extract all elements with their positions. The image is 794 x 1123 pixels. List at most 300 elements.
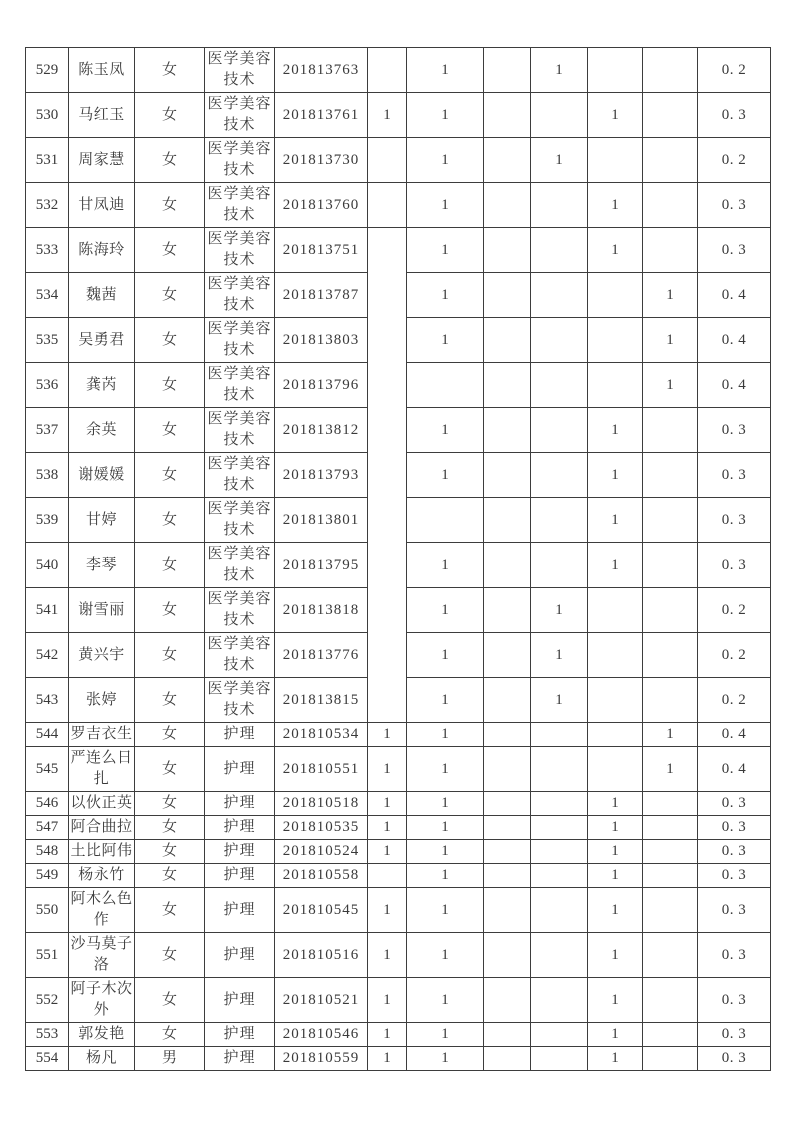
cell-mark-b: 1 bbox=[407, 453, 484, 498]
cell-gender: 女 bbox=[135, 318, 205, 363]
cell-mark-d bbox=[531, 318, 588, 363]
cell-mark-f bbox=[643, 792, 698, 816]
cell-mark-e: 1 bbox=[588, 978, 643, 1023]
cell-student-id: 201813776 bbox=[275, 633, 368, 678]
table-row bbox=[26, 228, 771, 273]
cell-mark-a: 1 bbox=[368, 1047, 407, 1071]
cell-name: 陈海玲 bbox=[69, 228, 135, 273]
cell-mark-c bbox=[484, 588, 531, 633]
cell-mark-a bbox=[368, 48, 407, 93]
table-row bbox=[26, 723, 771, 747]
cell-mark-a: 1 bbox=[368, 747, 407, 792]
cell-mark-e: 1 bbox=[588, 840, 643, 864]
cell-score: 0. 2 bbox=[698, 48, 771, 93]
cell-gender: 女 bbox=[135, 48, 205, 93]
cell-mark-f bbox=[643, 228, 698, 273]
cell-mark-f bbox=[643, 888, 698, 933]
cell-score: 0. 2 bbox=[698, 138, 771, 183]
cell-name: 余英 bbox=[69, 408, 135, 453]
cell-mark-c bbox=[484, 678, 531, 723]
cell-student-id: 201810551 bbox=[275, 747, 368, 792]
cell-mark-d bbox=[531, 888, 588, 933]
cell-mark-f bbox=[643, 93, 698, 138]
cell-mark-f: 1 bbox=[643, 318, 698, 363]
cell-mark-d bbox=[531, 840, 588, 864]
cell-major: 护理 bbox=[205, 723, 275, 747]
cell-major: 护理 bbox=[205, 747, 275, 792]
cell-major: 护理 bbox=[205, 864, 275, 888]
table-row bbox=[26, 816, 771, 840]
cell-score: 0. 4 bbox=[698, 318, 771, 363]
cell-gender: 女 bbox=[135, 543, 205, 588]
cell-seq: 552 bbox=[26, 978, 69, 1023]
cell-major: 护理 bbox=[205, 792, 275, 816]
cell-mark-a: 1 bbox=[368, 978, 407, 1023]
cell-mark-e bbox=[588, 678, 643, 723]
cell-mark-a: 1 bbox=[368, 933, 407, 978]
cell-gender: 女 bbox=[135, 498, 205, 543]
cell-mark-f: 1 bbox=[643, 723, 698, 747]
cell-mark-f bbox=[643, 840, 698, 864]
cell-name: 罗吉衣生 bbox=[69, 723, 135, 747]
cell-score: 0. 3 bbox=[698, 183, 771, 228]
cell-seq: 541 bbox=[26, 588, 69, 633]
cell-mark-a bbox=[368, 228, 407, 723]
cell-gender: 女 bbox=[135, 792, 205, 816]
cell-major: 医学美容技术 bbox=[205, 273, 275, 318]
cell-mark-c bbox=[484, 840, 531, 864]
cell-mark-c bbox=[484, 1047, 531, 1071]
cell-gender: 女 bbox=[135, 678, 205, 723]
cell-mark-b: 1 bbox=[407, 48, 484, 93]
cell-student-id: 201810546 bbox=[275, 1023, 368, 1047]
cell-mark-e bbox=[588, 633, 643, 678]
cell-mark-e: 1 bbox=[588, 183, 643, 228]
cell-mark-c bbox=[484, 228, 531, 273]
cell-seq: 553 bbox=[26, 1023, 69, 1047]
cell-mark-e bbox=[588, 363, 643, 408]
cell-mark-d bbox=[531, 933, 588, 978]
cell-mark-e: 1 bbox=[588, 93, 643, 138]
cell-mark-e: 1 bbox=[588, 1047, 643, 1071]
cell-score: 0. 3 bbox=[698, 498, 771, 543]
cell-student-id: 201813815 bbox=[275, 678, 368, 723]
cell-major: 护理 bbox=[205, 816, 275, 840]
cell-name: 以伙正英 bbox=[69, 792, 135, 816]
cell-major: 医学美容技术 bbox=[205, 363, 275, 408]
cell-mark-b: 1 bbox=[407, 792, 484, 816]
cell-gender: 女 bbox=[135, 363, 205, 408]
cell-mark-e bbox=[588, 747, 643, 792]
cell-name: 黄兴宇 bbox=[69, 633, 135, 678]
cell-mark-b: 1 bbox=[407, 183, 484, 228]
cell-score: 0. 3 bbox=[698, 978, 771, 1023]
table-row bbox=[26, 747, 771, 792]
cell-seq: 537 bbox=[26, 408, 69, 453]
cell-mark-d bbox=[531, 543, 588, 588]
cell-name: 甘婷 bbox=[69, 498, 135, 543]
cell-mark-b bbox=[407, 363, 484, 408]
cell-mark-e: 1 bbox=[588, 888, 643, 933]
cell-mark-d bbox=[531, 1023, 588, 1047]
cell-name: 杨永竹 bbox=[69, 864, 135, 888]
cell-gender: 女 bbox=[135, 864, 205, 888]
cell-name: 阿合曲拉 bbox=[69, 816, 135, 840]
cell-mark-d bbox=[531, 273, 588, 318]
cell-major: 护理 bbox=[205, 840, 275, 864]
cell-mark-e: 1 bbox=[588, 792, 643, 816]
cell-mark-f bbox=[643, 588, 698, 633]
cell-mark-c bbox=[484, 48, 531, 93]
cell-mark-b: 1 bbox=[407, 273, 484, 318]
cell-score: 0. 3 bbox=[698, 816, 771, 840]
cell-name: 周家慧 bbox=[69, 138, 135, 183]
cell-mark-d bbox=[531, 864, 588, 888]
cell-major: 护理 bbox=[205, 933, 275, 978]
cell-gender: 男 bbox=[135, 1047, 205, 1071]
cell-mark-d bbox=[531, 228, 588, 273]
table-row bbox=[26, 840, 771, 864]
cell-student-id: 201813818 bbox=[275, 588, 368, 633]
cell-mark-c bbox=[484, 93, 531, 138]
cell-name: 魏茜 bbox=[69, 273, 135, 318]
cell-student-id: 201813787 bbox=[275, 273, 368, 318]
cell-student-id: 201813795 bbox=[275, 543, 368, 588]
cell-mark-c bbox=[484, 747, 531, 792]
cell-score: 0. 3 bbox=[698, 1023, 771, 1047]
table-row bbox=[26, 183, 771, 228]
cell-score: 0. 4 bbox=[698, 273, 771, 318]
cell-gender: 女 bbox=[135, 93, 205, 138]
cell-score: 0. 3 bbox=[698, 888, 771, 933]
cell-mark-b: 1 bbox=[407, 408, 484, 453]
cell-seq: 543 bbox=[26, 678, 69, 723]
cell-gender: 女 bbox=[135, 1023, 205, 1047]
cell-mark-e: 1 bbox=[588, 498, 643, 543]
cell-mark-a: 1 bbox=[368, 723, 407, 747]
cell-student-id: 201810524 bbox=[275, 840, 368, 864]
cell-mark-a bbox=[368, 183, 407, 228]
cell-mark-e: 1 bbox=[588, 453, 643, 498]
cell-mark-a: 1 bbox=[368, 888, 407, 933]
cell-student-id: 201813761 bbox=[275, 93, 368, 138]
cell-seq: 534 bbox=[26, 273, 69, 318]
cell-major: 医学美容技术 bbox=[205, 498, 275, 543]
cell-mark-f bbox=[643, 633, 698, 678]
cell-mark-d bbox=[531, 723, 588, 747]
cell-student-id: 201810558 bbox=[275, 864, 368, 888]
cell-student-id: 201813793 bbox=[275, 453, 368, 498]
cell-seq: 551 bbox=[26, 933, 69, 978]
cell-mark-e bbox=[588, 723, 643, 747]
cell-mark-e bbox=[588, 273, 643, 318]
table-row bbox=[26, 864, 771, 888]
cell-seq: 530 bbox=[26, 93, 69, 138]
cell-name: 谢媛媛 bbox=[69, 453, 135, 498]
cell-name: 阿木么色作 bbox=[69, 888, 135, 933]
cell-mark-e: 1 bbox=[588, 543, 643, 588]
cell-student-id: 201813730 bbox=[275, 138, 368, 183]
table-row bbox=[26, 138, 771, 183]
cell-mark-a: 1 bbox=[368, 93, 407, 138]
cell-mark-f bbox=[643, 183, 698, 228]
cell-mark-c bbox=[484, 978, 531, 1023]
cell-mark-f bbox=[643, 453, 698, 498]
cell-seq: 542 bbox=[26, 633, 69, 678]
cell-mark-b: 1 bbox=[407, 318, 484, 363]
cell-student-id: 201813796 bbox=[275, 363, 368, 408]
cell-mark-d bbox=[531, 498, 588, 543]
cell-mark-b: 1 bbox=[407, 978, 484, 1023]
cell-student-id: 201813803 bbox=[275, 318, 368, 363]
cell-mark-e: 1 bbox=[588, 1023, 643, 1047]
cell-student-id: 201813763 bbox=[275, 48, 368, 93]
cell-mark-f bbox=[643, 48, 698, 93]
cell-major: 护理 bbox=[205, 1023, 275, 1047]
cell-mark-c bbox=[484, 138, 531, 183]
cell-mark-c bbox=[484, 888, 531, 933]
cell-score: 0. 3 bbox=[698, 408, 771, 453]
cell-mark-c bbox=[484, 792, 531, 816]
cell-mark-c bbox=[484, 1023, 531, 1047]
cell-seq: 545 bbox=[26, 747, 69, 792]
cell-student-id: 201810559 bbox=[275, 1047, 368, 1071]
cell-seq: 549 bbox=[26, 864, 69, 888]
cell-seq: 540 bbox=[26, 543, 69, 588]
cell-mark-d bbox=[531, 1047, 588, 1071]
cell-score: 0. 4 bbox=[698, 723, 771, 747]
cell-gender: 女 bbox=[135, 633, 205, 678]
cell-major: 护理 bbox=[205, 888, 275, 933]
cell-mark-b: 1 bbox=[407, 747, 484, 792]
cell-student-id: 201813751 bbox=[275, 228, 368, 273]
cell-mark-b: 1 bbox=[407, 588, 484, 633]
cell-major: 医学美容技术 bbox=[205, 138, 275, 183]
cell-mark-f bbox=[643, 978, 698, 1023]
cell-mark-b: 1 bbox=[407, 543, 484, 588]
cell-score: 0. 2 bbox=[698, 678, 771, 723]
cell-gender: 女 bbox=[135, 840, 205, 864]
cell-mark-d: 1 bbox=[531, 48, 588, 93]
cell-gender: 女 bbox=[135, 273, 205, 318]
cell-mark-f bbox=[643, 498, 698, 543]
cell-student-id: 201810518 bbox=[275, 792, 368, 816]
cell-name: 严连么日扎 bbox=[69, 747, 135, 792]
cell-name: 沙马莫子洛 bbox=[69, 933, 135, 978]
table-row bbox=[26, 48, 771, 93]
cell-mark-a: 1 bbox=[368, 1023, 407, 1047]
cell-major: 医学美容技术 bbox=[205, 183, 275, 228]
cell-score: 0. 4 bbox=[698, 747, 771, 792]
cell-mark-c bbox=[484, 816, 531, 840]
cell-seq: 554 bbox=[26, 1047, 69, 1071]
cell-student-id: 201810521 bbox=[275, 978, 368, 1023]
cell-gender: 女 bbox=[135, 183, 205, 228]
cell-student-id: 201813801 bbox=[275, 498, 368, 543]
cell-mark-c bbox=[484, 864, 531, 888]
cell-mark-b: 1 bbox=[407, 93, 484, 138]
cell-mark-e bbox=[588, 48, 643, 93]
cell-mark-b: 1 bbox=[407, 840, 484, 864]
cell-gender: 女 bbox=[135, 588, 205, 633]
cell-major: 医学美容技术 bbox=[205, 678, 275, 723]
cell-mark-f: 1 bbox=[643, 273, 698, 318]
cell-mark-f bbox=[643, 138, 698, 183]
cell-name: 阿子木次外 bbox=[69, 978, 135, 1023]
student-roster-table bbox=[25, 47, 771, 1071]
cell-name: 土比阿伟 bbox=[69, 840, 135, 864]
cell-gender: 女 bbox=[135, 723, 205, 747]
cell-mark-b: 1 bbox=[407, 723, 484, 747]
cell-seq: 538 bbox=[26, 453, 69, 498]
cell-mark-c bbox=[484, 933, 531, 978]
table-row bbox=[26, 978, 771, 1023]
cell-major: 护理 bbox=[205, 978, 275, 1023]
cell-mark-c bbox=[484, 273, 531, 318]
cell-mark-c bbox=[484, 453, 531, 498]
cell-mark-f bbox=[643, 1047, 698, 1071]
cell-student-id: 201810516 bbox=[275, 933, 368, 978]
cell-major: 医学美容技术 bbox=[205, 588, 275, 633]
cell-name: 吴勇君 bbox=[69, 318, 135, 363]
cell-mark-e: 1 bbox=[588, 864, 643, 888]
cell-name: 郭发艳 bbox=[69, 1023, 135, 1047]
cell-gender: 女 bbox=[135, 408, 205, 453]
cell-name: 陈玉凤 bbox=[69, 48, 135, 93]
cell-student-id: 201810534 bbox=[275, 723, 368, 747]
cell-mark-b: 1 bbox=[407, 864, 484, 888]
cell-mark-b: 1 bbox=[407, 888, 484, 933]
cell-seq: 532 bbox=[26, 183, 69, 228]
cell-student-id: 201813760 bbox=[275, 183, 368, 228]
cell-mark-d: 1 bbox=[531, 633, 588, 678]
cell-mark-c bbox=[484, 318, 531, 363]
cell-mark-e: 1 bbox=[588, 816, 643, 840]
cell-mark-d bbox=[531, 408, 588, 453]
cell-major: 医学美容技术 bbox=[205, 453, 275, 498]
cell-gender: 女 bbox=[135, 747, 205, 792]
table-row bbox=[26, 1023, 771, 1047]
table-row bbox=[26, 933, 771, 978]
cell-mark-c bbox=[484, 543, 531, 588]
cell-gender: 女 bbox=[135, 138, 205, 183]
cell-mark-a bbox=[368, 864, 407, 888]
cell-mark-a: 1 bbox=[368, 792, 407, 816]
cell-student-id: 201810545 bbox=[275, 888, 368, 933]
cell-score: 0. 3 bbox=[698, 453, 771, 498]
cell-mark-b: 1 bbox=[407, 933, 484, 978]
roster-table-body bbox=[26, 48, 771, 1071]
cell-seq: 535 bbox=[26, 318, 69, 363]
cell-seq: 539 bbox=[26, 498, 69, 543]
cell-mark-d bbox=[531, 816, 588, 840]
cell-mark-f: 1 bbox=[643, 363, 698, 408]
cell-major: 医学美容技术 bbox=[205, 318, 275, 363]
cell-mark-b: 1 bbox=[407, 1023, 484, 1047]
cell-gender: 女 bbox=[135, 933, 205, 978]
cell-mark-d: 1 bbox=[531, 138, 588, 183]
table-row bbox=[26, 792, 771, 816]
table-row bbox=[26, 1047, 771, 1071]
cell-mark-b: 1 bbox=[407, 678, 484, 723]
cell-name: 杨凡 bbox=[69, 1047, 135, 1071]
cell-score: 0. 3 bbox=[698, 792, 771, 816]
cell-seq: 544 bbox=[26, 723, 69, 747]
table-row bbox=[26, 93, 771, 138]
cell-seq: 531 bbox=[26, 138, 69, 183]
cell-gender: 女 bbox=[135, 816, 205, 840]
cell-seq: 533 bbox=[26, 228, 69, 273]
cell-major: 护理 bbox=[205, 1047, 275, 1071]
cell-score: 0. 3 bbox=[698, 228, 771, 273]
cell-gender: 女 bbox=[135, 453, 205, 498]
cell-seq: 548 bbox=[26, 840, 69, 864]
cell-mark-f bbox=[643, 1023, 698, 1047]
cell-mark-e: 1 bbox=[588, 408, 643, 453]
cell-gender: 女 bbox=[135, 978, 205, 1023]
cell-mark-c bbox=[484, 498, 531, 543]
cell-mark-d bbox=[531, 453, 588, 498]
cell-score: 0. 3 bbox=[698, 93, 771, 138]
cell-mark-c bbox=[484, 408, 531, 453]
cell-name: 李琴 bbox=[69, 543, 135, 588]
table-row bbox=[26, 888, 771, 933]
cell-mark-e bbox=[588, 588, 643, 633]
cell-mark-c bbox=[484, 183, 531, 228]
cell-major: 医学美容技术 bbox=[205, 93, 275, 138]
cell-student-id: 201810535 bbox=[275, 816, 368, 840]
cell-mark-d: 1 bbox=[531, 678, 588, 723]
cell-mark-e: 1 bbox=[588, 228, 643, 273]
cell-major: 医学美容技术 bbox=[205, 48, 275, 93]
cell-mark-a: 1 bbox=[368, 840, 407, 864]
cell-mark-d bbox=[531, 978, 588, 1023]
cell-seq: 550 bbox=[26, 888, 69, 933]
cell-name: 龚芮 bbox=[69, 363, 135, 408]
cell-mark-b: 1 bbox=[407, 633, 484, 678]
cell-name: 张婷 bbox=[69, 678, 135, 723]
cell-score: 0. 3 bbox=[698, 1047, 771, 1071]
cell-name: 谢雪丽 bbox=[69, 588, 135, 633]
cell-mark-d bbox=[531, 183, 588, 228]
cell-score: 0. 3 bbox=[698, 933, 771, 978]
cell-mark-c bbox=[484, 633, 531, 678]
cell-major: 医学美容技术 bbox=[205, 228, 275, 273]
cell-student-id: 201813812 bbox=[275, 408, 368, 453]
cell-mark-f bbox=[643, 816, 698, 840]
cell-mark-c bbox=[484, 363, 531, 408]
cell-score: 0. 2 bbox=[698, 633, 771, 678]
cell-score: 0. 3 bbox=[698, 543, 771, 588]
cell-mark-c bbox=[484, 723, 531, 747]
cell-mark-a bbox=[368, 138, 407, 183]
cell-mark-f bbox=[643, 864, 698, 888]
cell-seq: 547 bbox=[26, 816, 69, 840]
cell-score: 0. 3 bbox=[698, 840, 771, 864]
cell-mark-d bbox=[531, 93, 588, 138]
cell-mark-f bbox=[643, 543, 698, 588]
cell-mark-f bbox=[643, 678, 698, 723]
cell-mark-d bbox=[531, 363, 588, 408]
cell-seq: 529 bbox=[26, 48, 69, 93]
cell-mark-b: 1 bbox=[407, 228, 484, 273]
cell-mark-b: 1 bbox=[407, 138, 484, 183]
cell-major: 医学美容技术 bbox=[205, 408, 275, 453]
cell-score: 0. 2 bbox=[698, 588, 771, 633]
cell-major: 医学美容技术 bbox=[205, 543, 275, 588]
cell-mark-e bbox=[588, 318, 643, 363]
cell-name: 马红玉 bbox=[69, 93, 135, 138]
